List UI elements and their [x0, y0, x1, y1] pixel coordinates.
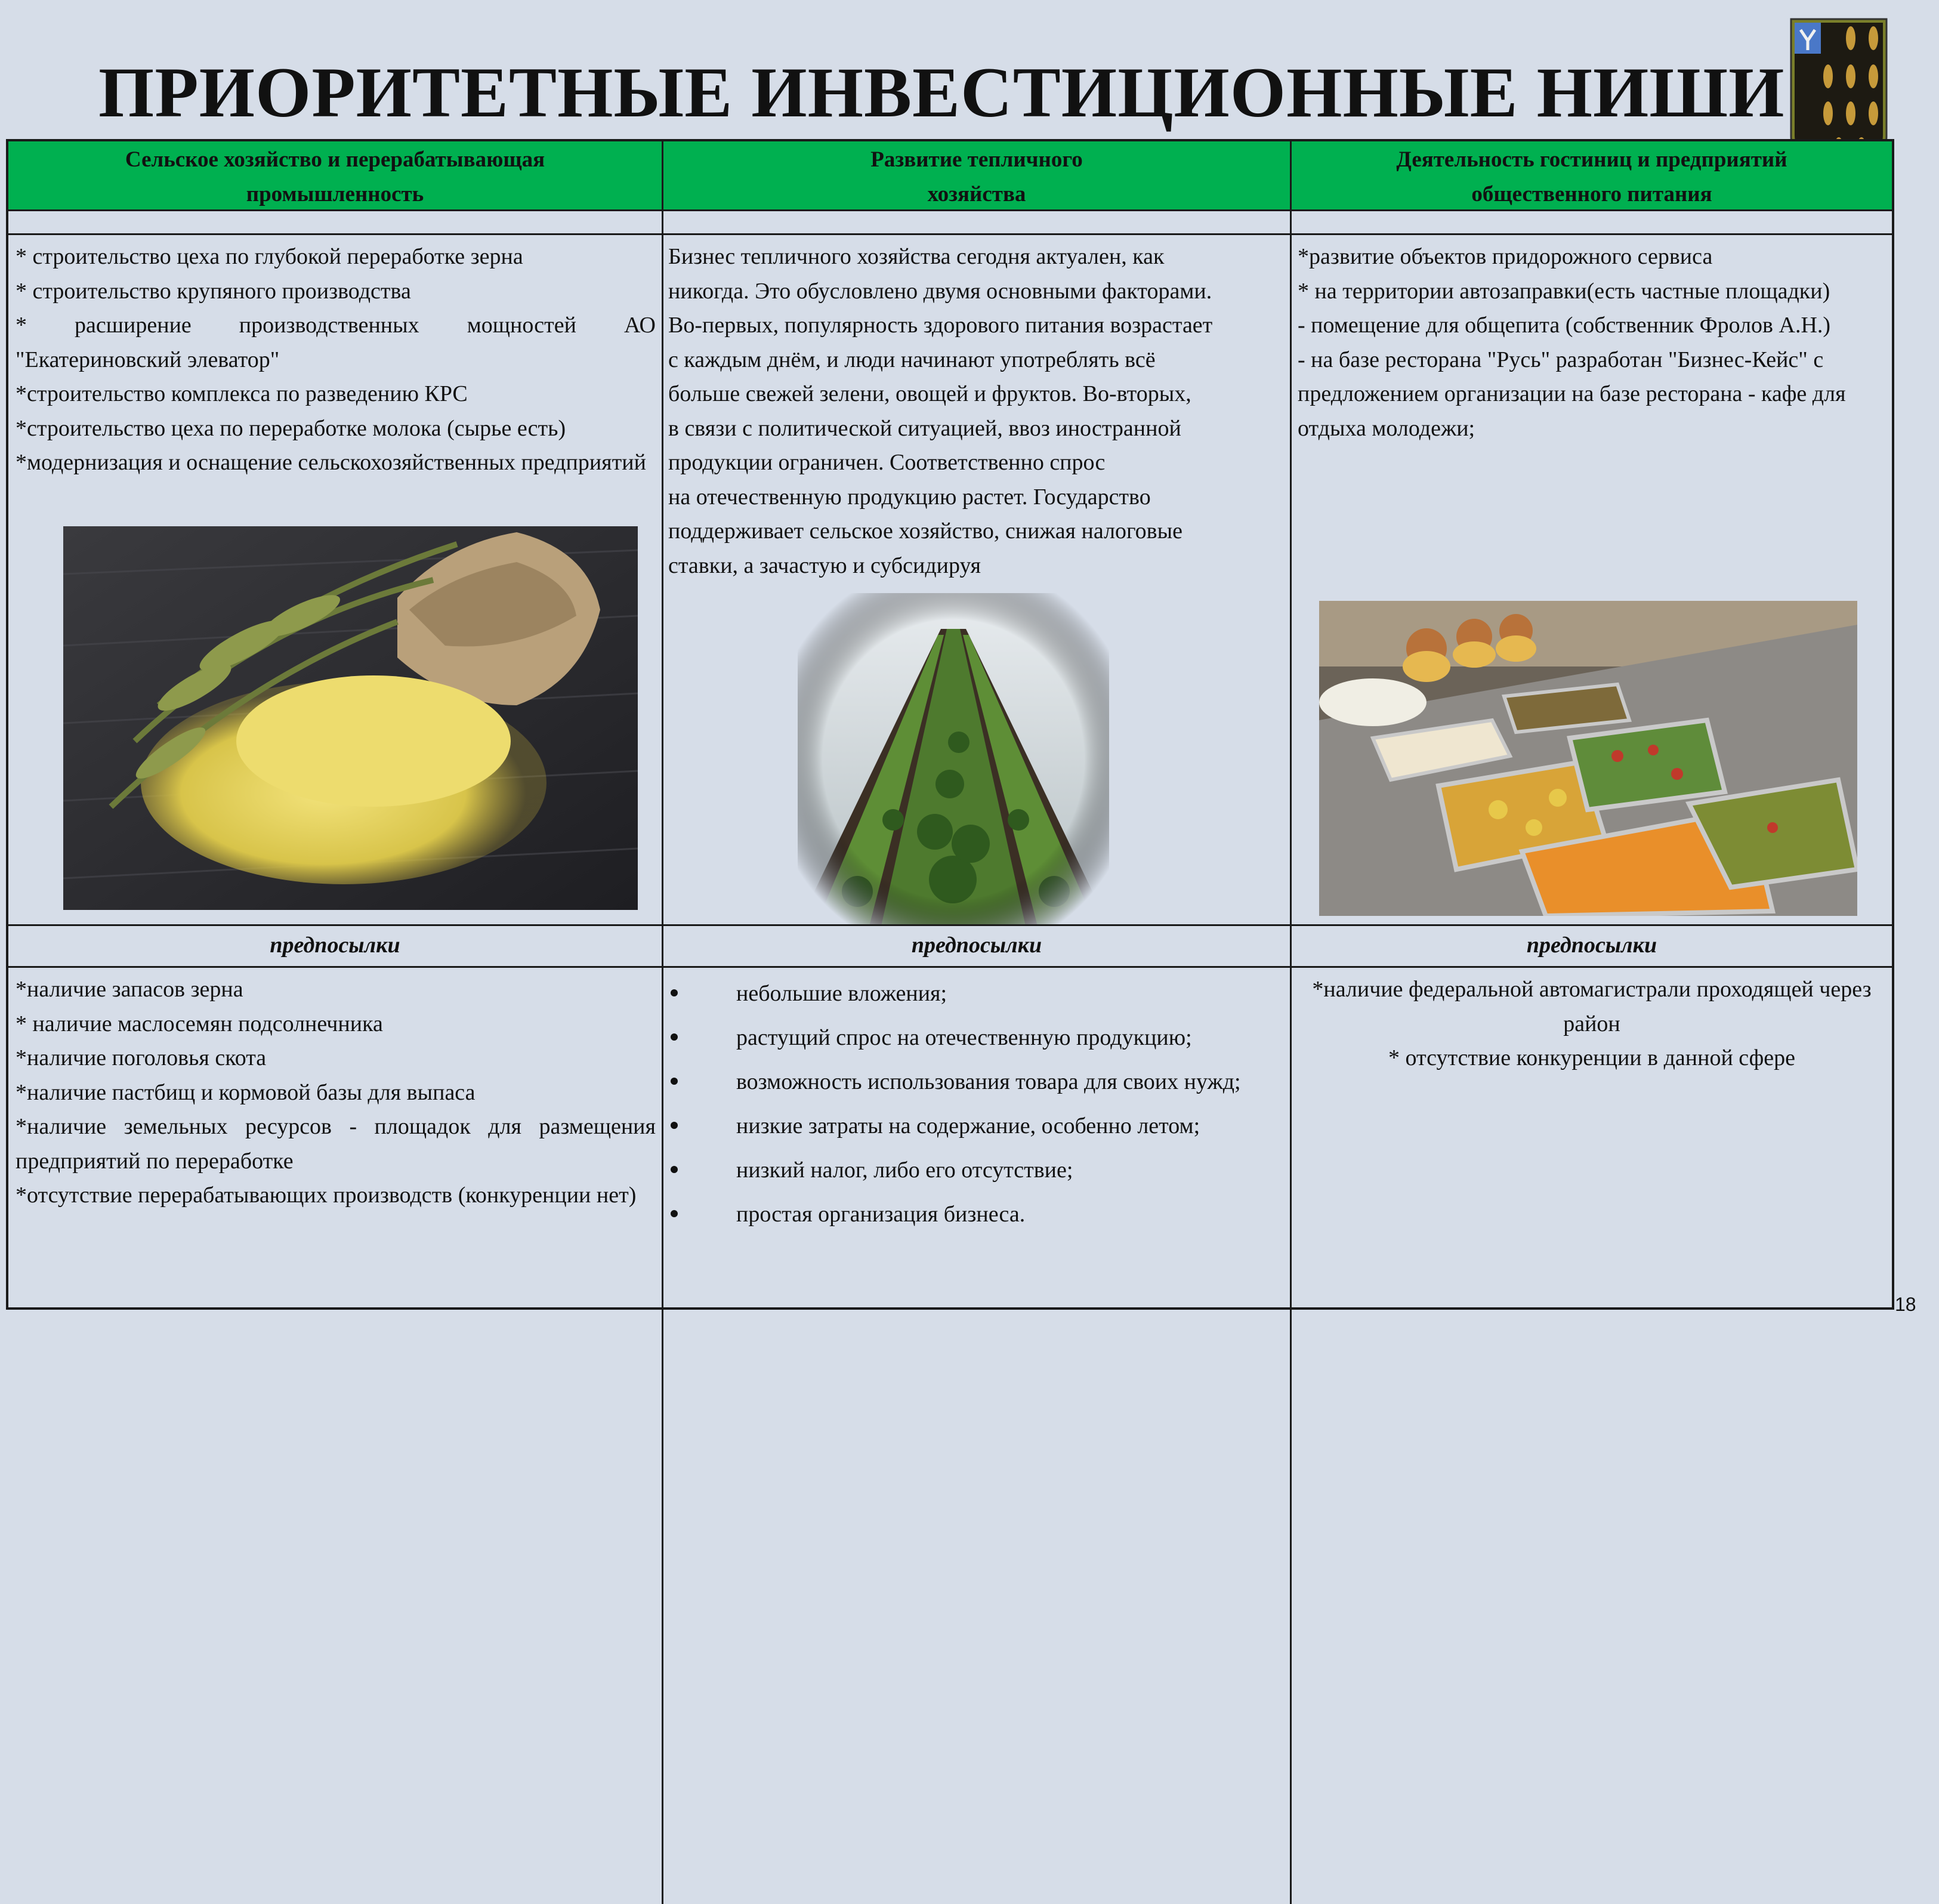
- list-item: *наличие поголовья скота: [16, 1045, 267, 1070]
- paragraph-line: больше свежей зелени, овощей и фруктов. Во-вторых,: [668, 381, 1191, 406]
- header-line: хозяйства: [927, 182, 1026, 206]
- page-title: ПРИОРИТЕТНЫЕ ИНВЕСТИЦИОННЫЕ НИШИ: [98, 53, 1785, 132]
- list-item: *наличие федеральной автомагистрали проходящей через район: [1312, 977, 1872, 1036]
- list-item: *развитие объектов придорожного сервиса: [1298, 244, 1713, 269]
- paragraph-line: на отечественную продукцию растет. Государство: [668, 484, 1151, 510]
- hospitality-content-cell: [1292, 235, 1892, 926]
- agriculture-prerequisites-cell: [8, 968, 663, 1904]
- list-item: - помещение для общепита (собственник Фролов А.Н.): [1298, 313, 1831, 338]
- hospitality-list: [1292, 235, 1892, 446]
- list-item: растущий спрос на отечественную продукцию;: [663, 1020, 1290, 1055]
- paragraph-line: с каждым днём, и люди начинают употреблять всё: [668, 347, 1156, 372]
- greenhouse-rows-photo: [798, 593, 1109, 926]
- list-item: низкий налог, либо его отсутствие;: [663, 1153, 1290, 1187]
- list-item: *строительство цеха по переработке молока (сырье есть): [16, 415, 566, 441]
- millet-grain-sack-photo: [63, 526, 638, 910]
- list-item: * строительство крупяного производства: [16, 278, 411, 304]
- prerequisites-label: предпосылки: [663, 926, 1292, 968]
- paragraph-line: продукции ограничен. Соответственно спрос: [668, 450, 1106, 475]
- investment-niches-table: [6, 139, 1894, 1310]
- list-item: небольшие вложения;: [663, 976, 1290, 1011]
- list-item: *наличие земельных ресурсов - площадок для размещения предприятий по переработке: [16, 1114, 656, 1174]
- header-line: промышленность: [246, 182, 424, 206]
- list-item: * строительство цеха по глубокой переработке зерна: [16, 244, 523, 269]
- agriculture-content-cell: [8, 235, 663, 926]
- header-line: общественного питания: [1471, 182, 1712, 206]
- column-header-hospitality: [1292, 141, 1892, 211]
- list-item: *отсутствие перерабатывающих производств (конкуренции нет): [16, 1183, 637, 1208]
- paragraph-line: Во-первых, популярность здорового питания возрастает: [668, 313, 1213, 338]
- greenhouse-prerequisites-cell: [663, 968, 1292, 1904]
- paragraph-line: поддерживает сельское хозяйство, снижая налоговые: [668, 519, 1183, 544]
- header-line: Развитие тепличного: [870, 147, 1083, 172]
- list-item: * отсутствие конкуренции в данной сфере: [1388, 1045, 1795, 1070]
- paragraph-line: Бизнес тепличного хозяйства сегодня актуален, как: [668, 244, 1165, 269]
- list-item: - на базе ресторана "Русь" разработан "Бизнес-Кейс" с предложением организации на базе ресторана - кафе для отдыха молодежи;: [1298, 347, 1846, 441]
- agriculture-list: [8, 235, 662, 480]
- column-header-greenhouse: [663, 141, 1292, 211]
- paragraph-line: ставки, а зачастую и субсидируя: [668, 553, 981, 578]
- prerequisites-label: предпосылки: [1292, 926, 1892, 968]
- column-header-agriculture: [8, 141, 663, 211]
- paragraph-line: никогда. Это обусловлено двумя основными факторами.: [668, 278, 1212, 304]
- header-line: Деятельность гостиниц и предприятий: [1396, 147, 1787, 172]
- list-item: возможность использования товара для своих нужд;: [663, 1064, 1290, 1099]
- list-item: *модернизация и оснащение сельскохозяйственных предприятий: [16, 450, 646, 475]
- page-number: 18: [1895, 1294, 1916, 1315]
- list-item: * расширение производственных мощностей АО "Екатериновский элеватор": [16, 313, 656, 372]
- paragraph-line: в связи с политической ситуацией, ввоз иностранной: [668, 415, 1181, 441]
- hospitality-prerequisites-cell: [1292, 968, 1892, 1904]
- list-item: низкие затраты на содержание, особенно летом;: [663, 1109, 1290, 1143]
- list-item: * на территории автозаправки(есть частные площадки): [1298, 278, 1830, 304]
- greenhouse-content-cell: [663, 235, 1292, 926]
- list-item: *наличие запасов зерна: [16, 977, 243, 1002]
- spacer-cell: [1292, 211, 1892, 235]
- list-item: *строительство комплекса по разведению КРС: [16, 381, 468, 406]
- agriculture-prerequisites-list: [8, 968, 662, 1213]
- greenhouse-prerequisites-list: [663, 968, 1290, 1232]
- buffet-food-trays-photo: [1319, 601, 1857, 916]
- greenhouse-paragraph: [663, 235, 1290, 583]
- spacer-cell: [663, 211, 1292, 235]
- list-item: *наличие пастбищ и кормовой базы для выпаса: [16, 1079, 476, 1105]
- list-item: * наличие маслосемян подсолнечника: [16, 1011, 383, 1036]
- spacer-cell: [8, 211, 663, 235]
- hospitality-prerequisites-list: [1292, 968, 1892, 1076]
- prerequisites-label: предпосылки: [8, 926, 663, 968]
- header-line: Сельское хозяйство и перерабатывающая: [125, 147, 545, 172]
- list-item: простая организация бизнеса.: [663, 1197, 1290, 1232]
